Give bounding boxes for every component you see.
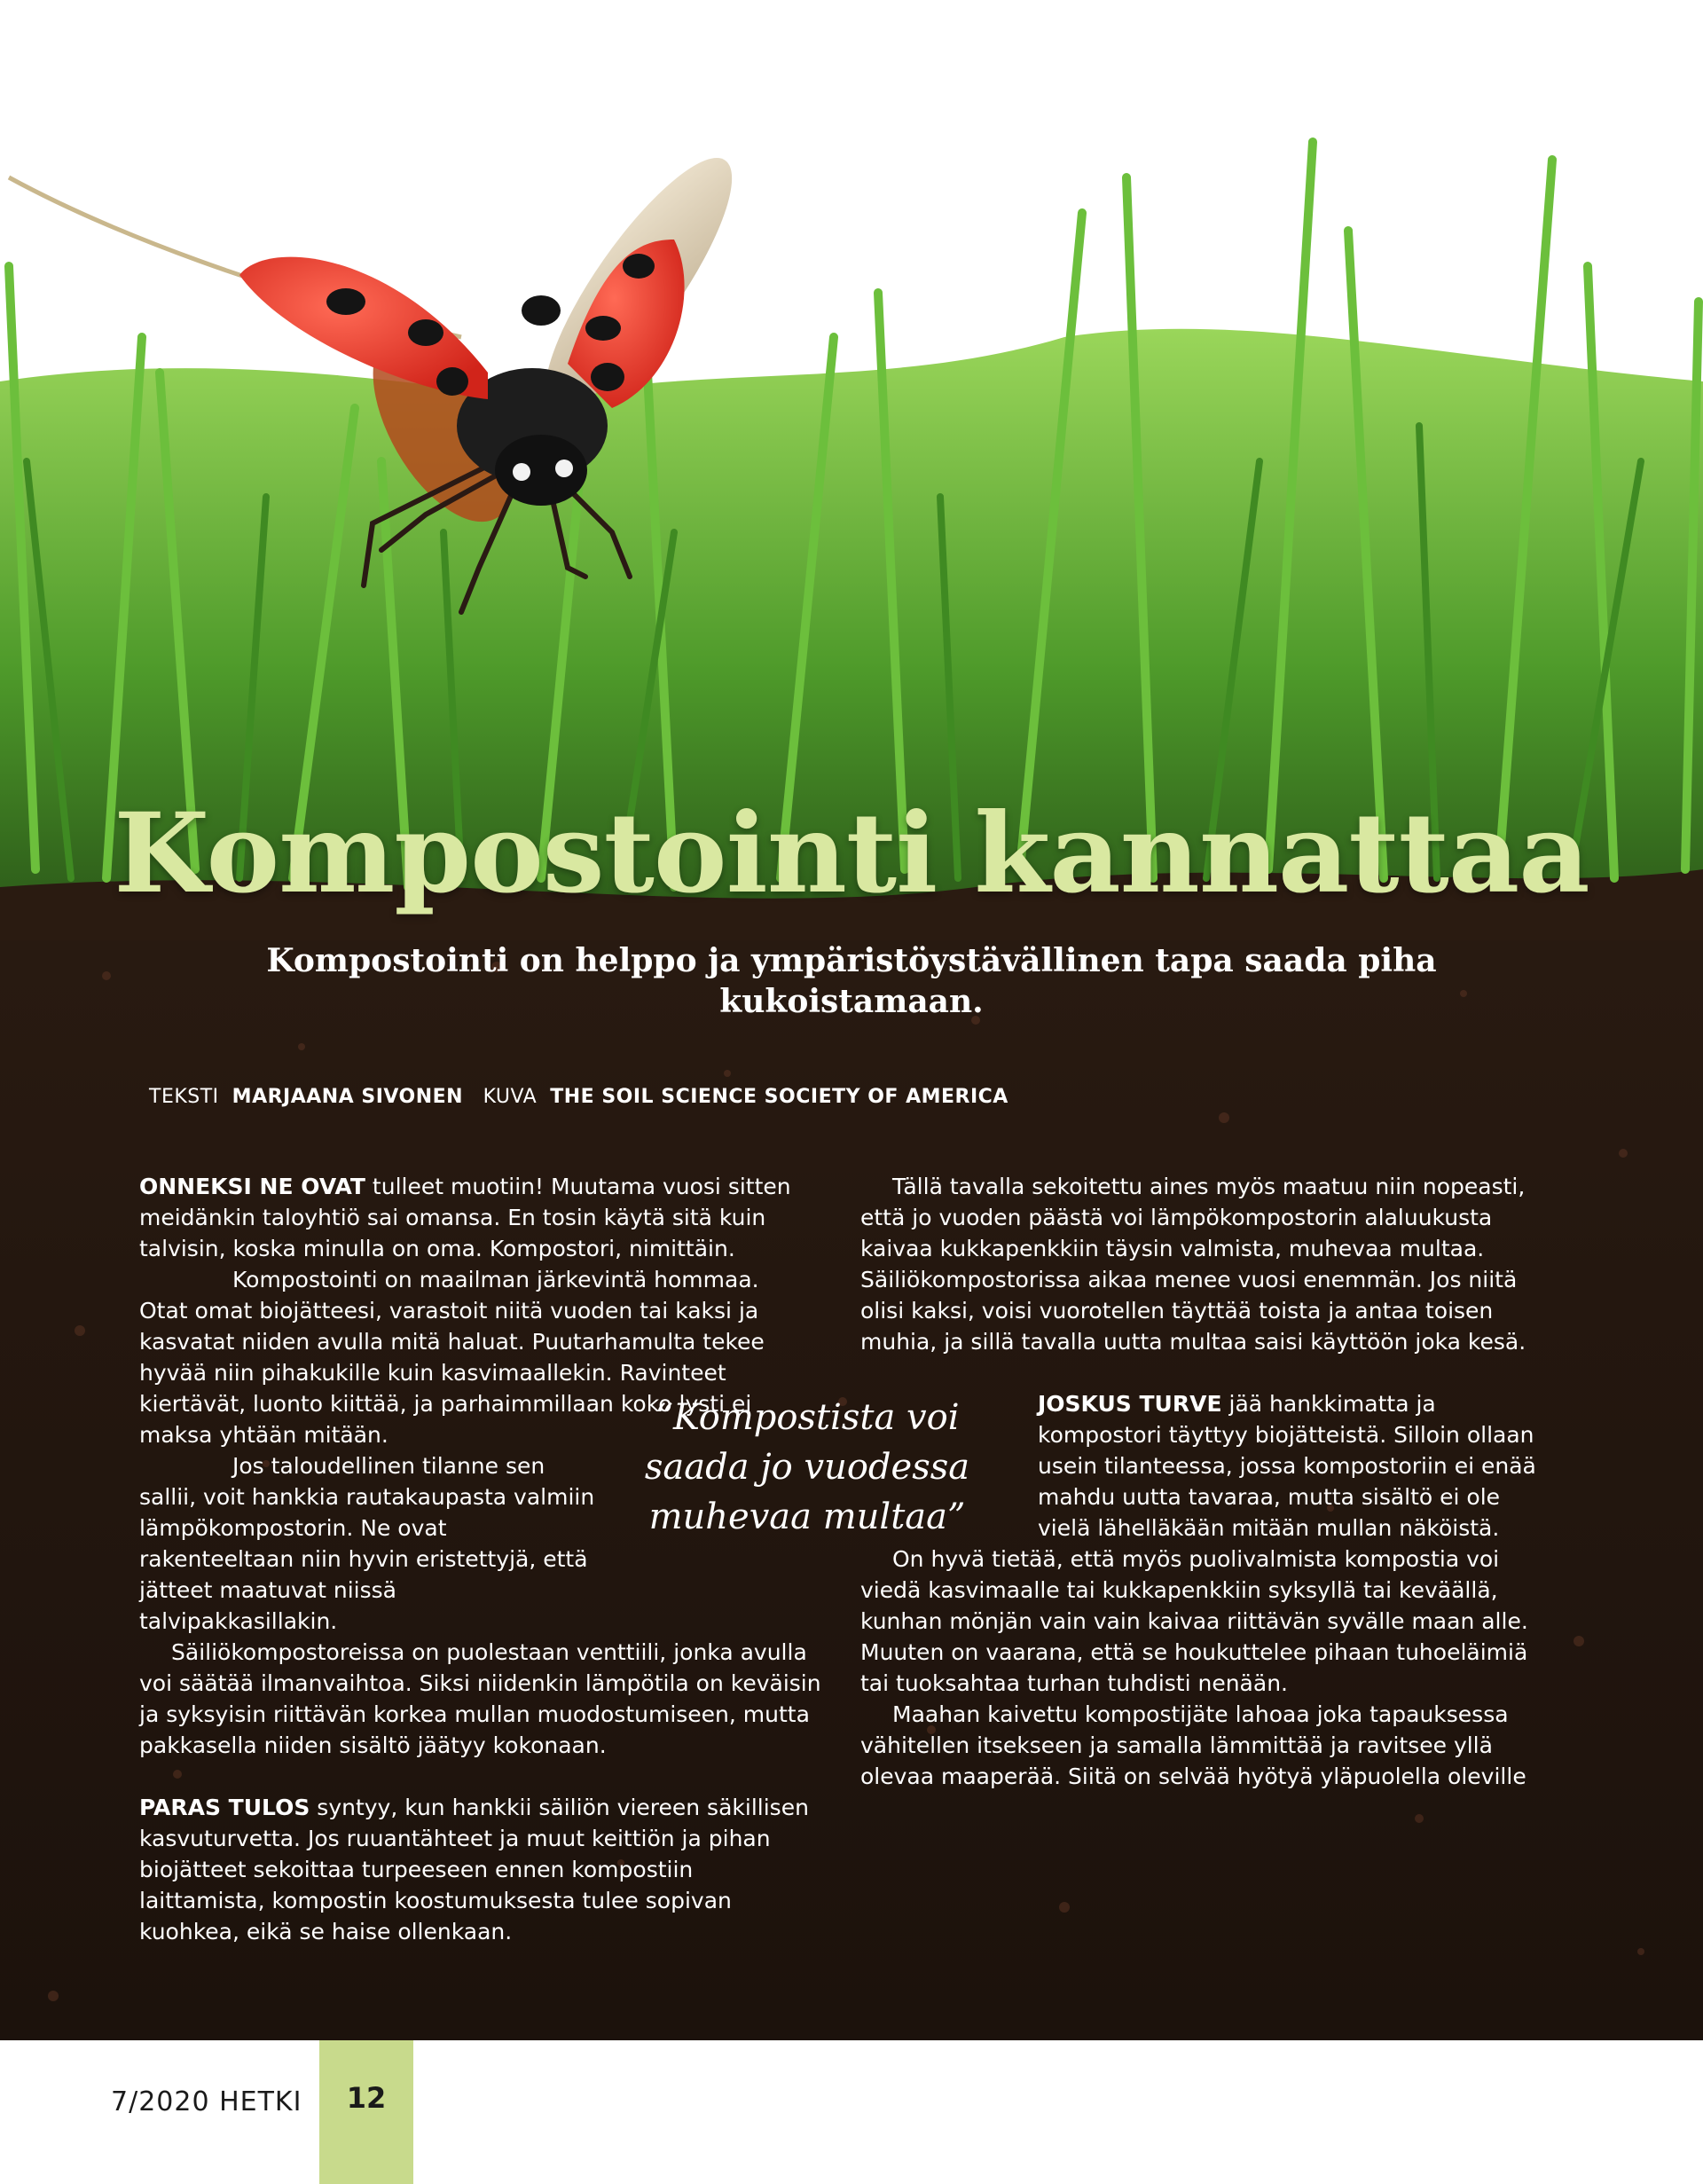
paragraph (139, 1792, 822, 1947)
page-number: 12 (346, 2081, 387, 2115)
paragraph: Säiliökompostoreissa on puolestaan venttiili, jonka avulla voi säätää ilmanvaihtoa. Siksi niidenkin lämpötila on keväisin ja syksyisin riittävän korkea mullan muodostumiseen, mutta pakkasella niiden sisältö jäätyy kokonaan. (139, 1639, 821, 1758)
author-name: MARJAANA SIVONEN (232, 1086, 464, 1108)
paragraph-text: syntyy, kun hankkii säiliön viereen säkillisen kasvuturvetta. Jos ruuantähteet ja muut keittiön ja pihan biojätteet sekoittaa turpeeseen ennen kompostiin laittamista, kompostin koostumuksesta tulee sopivan kuohkea, eikä se haise ollenkaan. (139, 1795, 809, 1944)
paragraph: Tällä tavalla sekoitettu aines myös maatuu niin nopeasti, että jo vuoden päästä voi lämpökompostorin alaluukusta kaivaa kukkapenkkiin täysin valmista, muhevaa multaa. Säiliökompostorissa aikaa menee vuosi enemmän. Jos niitä olisi kaksi, voisi vuorotellen täyttää toista ja antaa toisen muhia, ja sillä tavalla uutta multaa saisi käyttöön joka kesä. (860, 1174, 1526, 1355)
body-column-1 (139, 1171, 822, 1947)
byline (149, 1086, 1008, 1108)
article-subtitle: Kompostointi on helppo ja ympäristöystävällinen tapa saada piha kukoistamaan. (266, 942, 1437, 1020)
paragraph-text: tulleet muotiin! Muutama vuosi sitten meidänkin taloyhtiö sai omansa. En tosin käytä sitä kuin talvisin, koska minulla on oma. Kompostori, nimittäin. (139, 1174, 791, 1261)
lead-in: ONNEKSI NE OVAT (139, 1174, 365, 1199)
paragraph (860, 1388, 1550, 1544)
lead-in: JOSKUS TURVE (1038, 1391, 1222, 1417)
paragraph: On hyvä tietää, että myös puolivalmista kompostia voi viedä kasvimaalle tai kukkapenkkiin syksyllä tai keväällä, kunhan mönjän vain vain kaivaa riittävän syvälle maan alle. Muuten on vaarana, että se houkuttelee pihaan tuhoeläimiä tai tuoksahtaa turhan tuhdisti nenään. (860, 1546, 1528, 1696)
paragraph (139, 1171, 822, 1264)
photo-credit: THE SOIL SCIENCE SOCIETY OF AMERICA (550, 1086, 1008, 1108)
body-column-2 (860, 1171, 1550, 1792)
pull-quote: “Kompostista voi saada jo vuodessa muhevaa multaa” (644, 1397, 970, 1537)
text-label: TEKSTI (149, 1086, 219, 1108)
photo-label: KUVA (483, 1086, 538, 1108)
issue-label: 7/2020 HETKI (111, 2086, 302, 2117)
paragraph-text: jää hankkimatta ja kompostori täyttyy biojätteistä. Silloin ollaan usein tilanteessa, jossa kompostoriin ei enää mahdu uutta tavaraa, mutta sisältö ei ole vielä lähelläkään mitään mullan näköistä. (1038, 1391, 1536, 1541)
paragraph: Maahan kaivettu kompostijäte lahoaa joka tapauksessa vähitellen itsekseen ja samalla lämmittää ja ravitsee yllä olevaa maaperää. Siitä on selvää hyötyä yläpuolella oleville (860, 1701, 1526, 1789)
paragraph: Kompostointi on maailman järkevintä hommaa. Otat omat biojätteesi, varastoit niitä vuoden tai kaksi ja kasvatat niiden avulla mitä haluat. Puutarhamulta tekee hyvää niin pihakukille kuin kasvimaallekin. Ravinteet kiertävät, luonto kiittää, ja parhaimmillaan koko lysti ei maksa yhtään mitään. (139, 1267, 765, 1448)
article-title: Kompostointi kannattaa (114, 790, 1589, 918)
paragraph: Jos taloudellinen tilanne sen sallii, voit hankkia rautakaupasta valmiin lämpökompostorin. Ne ovat rakenteeltaan niin hyvin eristettyjä, että jätteet maatuvat niissä talvipakkasillakin. (139, 1453, 595, 1634)
lead-in: PARAS TULOS (139, 1795, 310, 1820)
